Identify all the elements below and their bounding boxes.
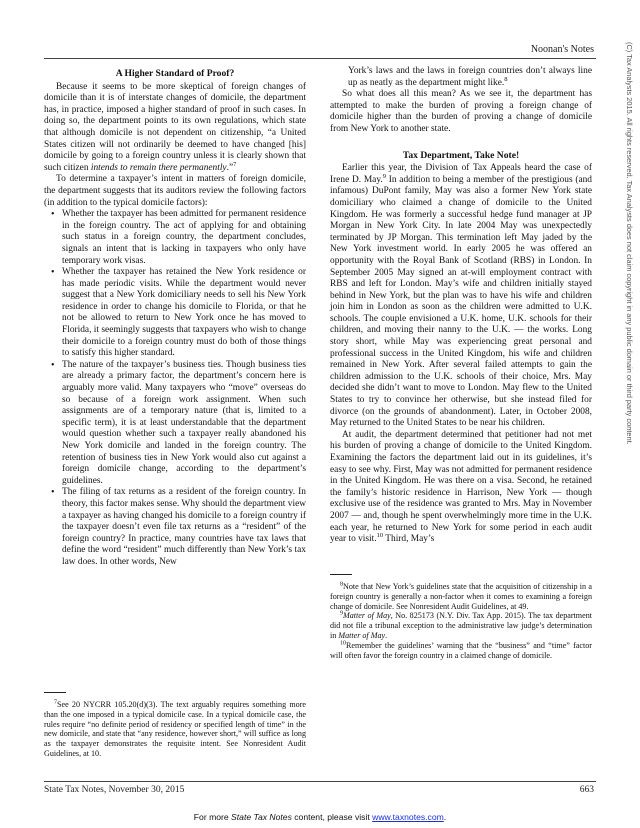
footnote-rule [44,692,66,693]
paragraph-may-case: Earlier this year, the Division of Tax Appeals heard the case of Irene D. May.$^9$ In addition to being a member of the prestigious (and infamous) DuPont family, May was also a former New York state domiciliary who claimed a change of domicile to the United Kingdom. He was formerly a successful hedge fund manager at JP Morgan in New York City. In late 2004 May was unexpectedly terminated by JP Morgan. This termination left May jaded by the New York investment world. In early 2005 he was offered an opportunity with the Royal Bank of Scotland (RBS) in London. In September 2005 May signed an at-will employment contract with RBS and left for London. May’s wife and children initially stayed behind in New York, but the plan was to have his wife and children join him in London as soon as the children were admitted to U.K. schools. The couple envisioned a U.K. home, U.K. schools for their children, and moving their nanny to the U.K. — the works. Long story short, while May was experiencing great personal and professional success in the United Kingdom, his wife and children remained in New York. After several failed attempts to gain the children admission to the U.K. schools of their choice, Mrs. May decided she didn’t want to move to London. May flew to the United States to try to convince her otherwise, but she instead filed for divorce (on the grounds of abandonment). Later, in October 2008, May returned to the United States to be near his children. [330,163,592,429]
paragraph-what-does-this-mean: So what does all this mean? As we see it, the department has attempted to make the burden of proving a foreign change of domicile higher than the burden of proving a change of domicile from New York to another state. [330,89,592,134]
footnotes-right [330,574,592,660]
footnotes-left [44,692,306,759]
list-item: • Whether the taxpayer has retained the New York residence or has made periodic visits. While the department would never suggest that a New York domiciliary needs to sell his New York residence in order to change his domicile to Florida, or that he not be allowed to return to New York once he has moved to Florida, it seemingly suggests that taxpayers who wish to change their domicile to a foreign country must do both of those things to satisfy this higher standard. [62,267,306,360]
section-heading-higher-standard: A Higher Standard of Proof? [115,68,235,79]
footer-rule [44,781,596,782]
section-heading-tax-department: Tax Department, Take Note! [402,149,520,161]
footnote-ref-9: 9 [382,172,387,180]
paragraph-continued: York’s laws and the laws in foreign countries don’t always line up as neatly as the department might like.$^8$ [348,66,592,88]
running-header: Noonan's Notes [530,44,594,55]
paragraph-audit: At audit, the department determined that petitioner had not met his burden of proving a change of domicile to the United Kingdom. Examining the factors the department laid out in its guidelines, it’s easy to see why. First, May was not admitted for permanent residence in the United Kingdom. He was there on a visa. Second, he retained the family’s historic residence in Harrison, New York — though exclusive use of the residence was granted to Mrs. May in November 2007 — and, though he spent overwhelmingly more time in the U.K. each year, he returned to New York for some period in each audit year to visit.$^{10}$ Third, May’s [330,429,592,545]
footnote-ref-8: 8 [504,75,508,83]
taxnotes-link[interactable]: www.taxnotes.com [372,812,444,822]
footnote-10: $^{10}$Remember the guidelines’ warning that the “business” and “time” factor will often favor the foreign country in a claimed change of domicile. [330,640,592,660]
emphasis-text: intends to remain there permanently [90,162,227,173]
footnote-8: $^8$Note that New York’s guidelines state that the acquisition of citizenship in a foreign country is generally a non-factor when it comes to examining a foreign change of domicile. See Nonresident Audit Guidelines, at 49. [330,581,592,611]
copyright-notice: (C) Tax Analysts 2015. All rights reserved. Tax Analysts does not claim copyright in any public domain or third party content. [625,42,634,445]
left-column [44,66,306,569]
spacer [330,136,592,148]
list-item: • Whether the taxpayer has been admitted for permanent residence in the foreign country. The act of applying for and obtaining such status in a foreign country, the department concludes, signals an intent that is lacking in taxpayers who only have temporary work visas. [62,209,306,267]
bottom-note: For more State Tax Notes content, please visit www.taxnotes.com. [193,812,447,822]
list-item: • The filing of tax returns as a resident of the foreign country. In theory, this factor makes sense. Why should the department view a taxpayer as having changed his domicile to a foreign country if the taxpayer doesn’t even file tax returns as a “resident” of the foreign country? In practice, many countries have tax laws that define the word “resident” much differently than New York’s tax law does. In other words, New [62,487,306,568]
publication-info: State Tax Notes, November 30, 2015 [44,785,185,795]
header-rule [44,58,596,59]
right-column [330,66,592,546]
footnote-7: $^7$See 20 NYCRR 105.20(d)(3). The text arguably requires something more than the one imposed in a typical domicile case. In a typical domicile case, the rules require “no definite period of residency or specified length of time” in the new domicile, and state that “any residence, however short,” will suffice as long as the taxpayer demonstrates the requisite intent. See Nonresident Audit Guidelines, at 10. [44,699,306,758]
page-number: 663 [579,785,594,795]
paragraph-factors-intro: To determine a taxpayer’s intent in matters of foreign domicile, the department suggests that its auditors review the following factors (in addition to the typical domicile factors): [44,174,306,208]
list-item: • The nature of the taxpayer’s business ties. Though business ties are already a primary factor, the department’s concern here is arguably more valid. Many taxpayers who “move” overseas do so because of a foreign work assignment. When such assignments are of a temporary nature (that is, limited to a specific term), it is at least understandable that the department would question whether such a taxpayer really abandoned his New York domicile and landed in the foreign country. The retention of business ties in New York would also cut against a foreign domicile change, according to the department’s guidelines. [62,360,306,488]
footnote-9: $^9$Matter of May, No. 825173 (N.Y. Div. Tax App. 2015). The tax department did not file a tribunal exception to the administrative law judge’s determination in Matter of May. [330,610,592,640]
footnote-ref-10: 10 [376,532,384,540]
footnote-ref-7: 7 [233,160,237,168]
paragraph-standard-of-proof: Because it seems to be more skeptical of foreign changes of domicile than it is of interstate changes of domicile, the department has, in practice, imposed a higher standard of proof in such cases. In doing so, the department points to its own regulations, which state that although domicile is not dependent on citizenship, “a United States citizen will not ordinarily be deemed to have changed [his] domicile by going to a foreign country unless it is clearly shown that such citizen intends to remain there permanently.”$^7$ [44,81,306,173]
factors-list [44,209,306,568]
footnote-rule [330,574,352,575]
